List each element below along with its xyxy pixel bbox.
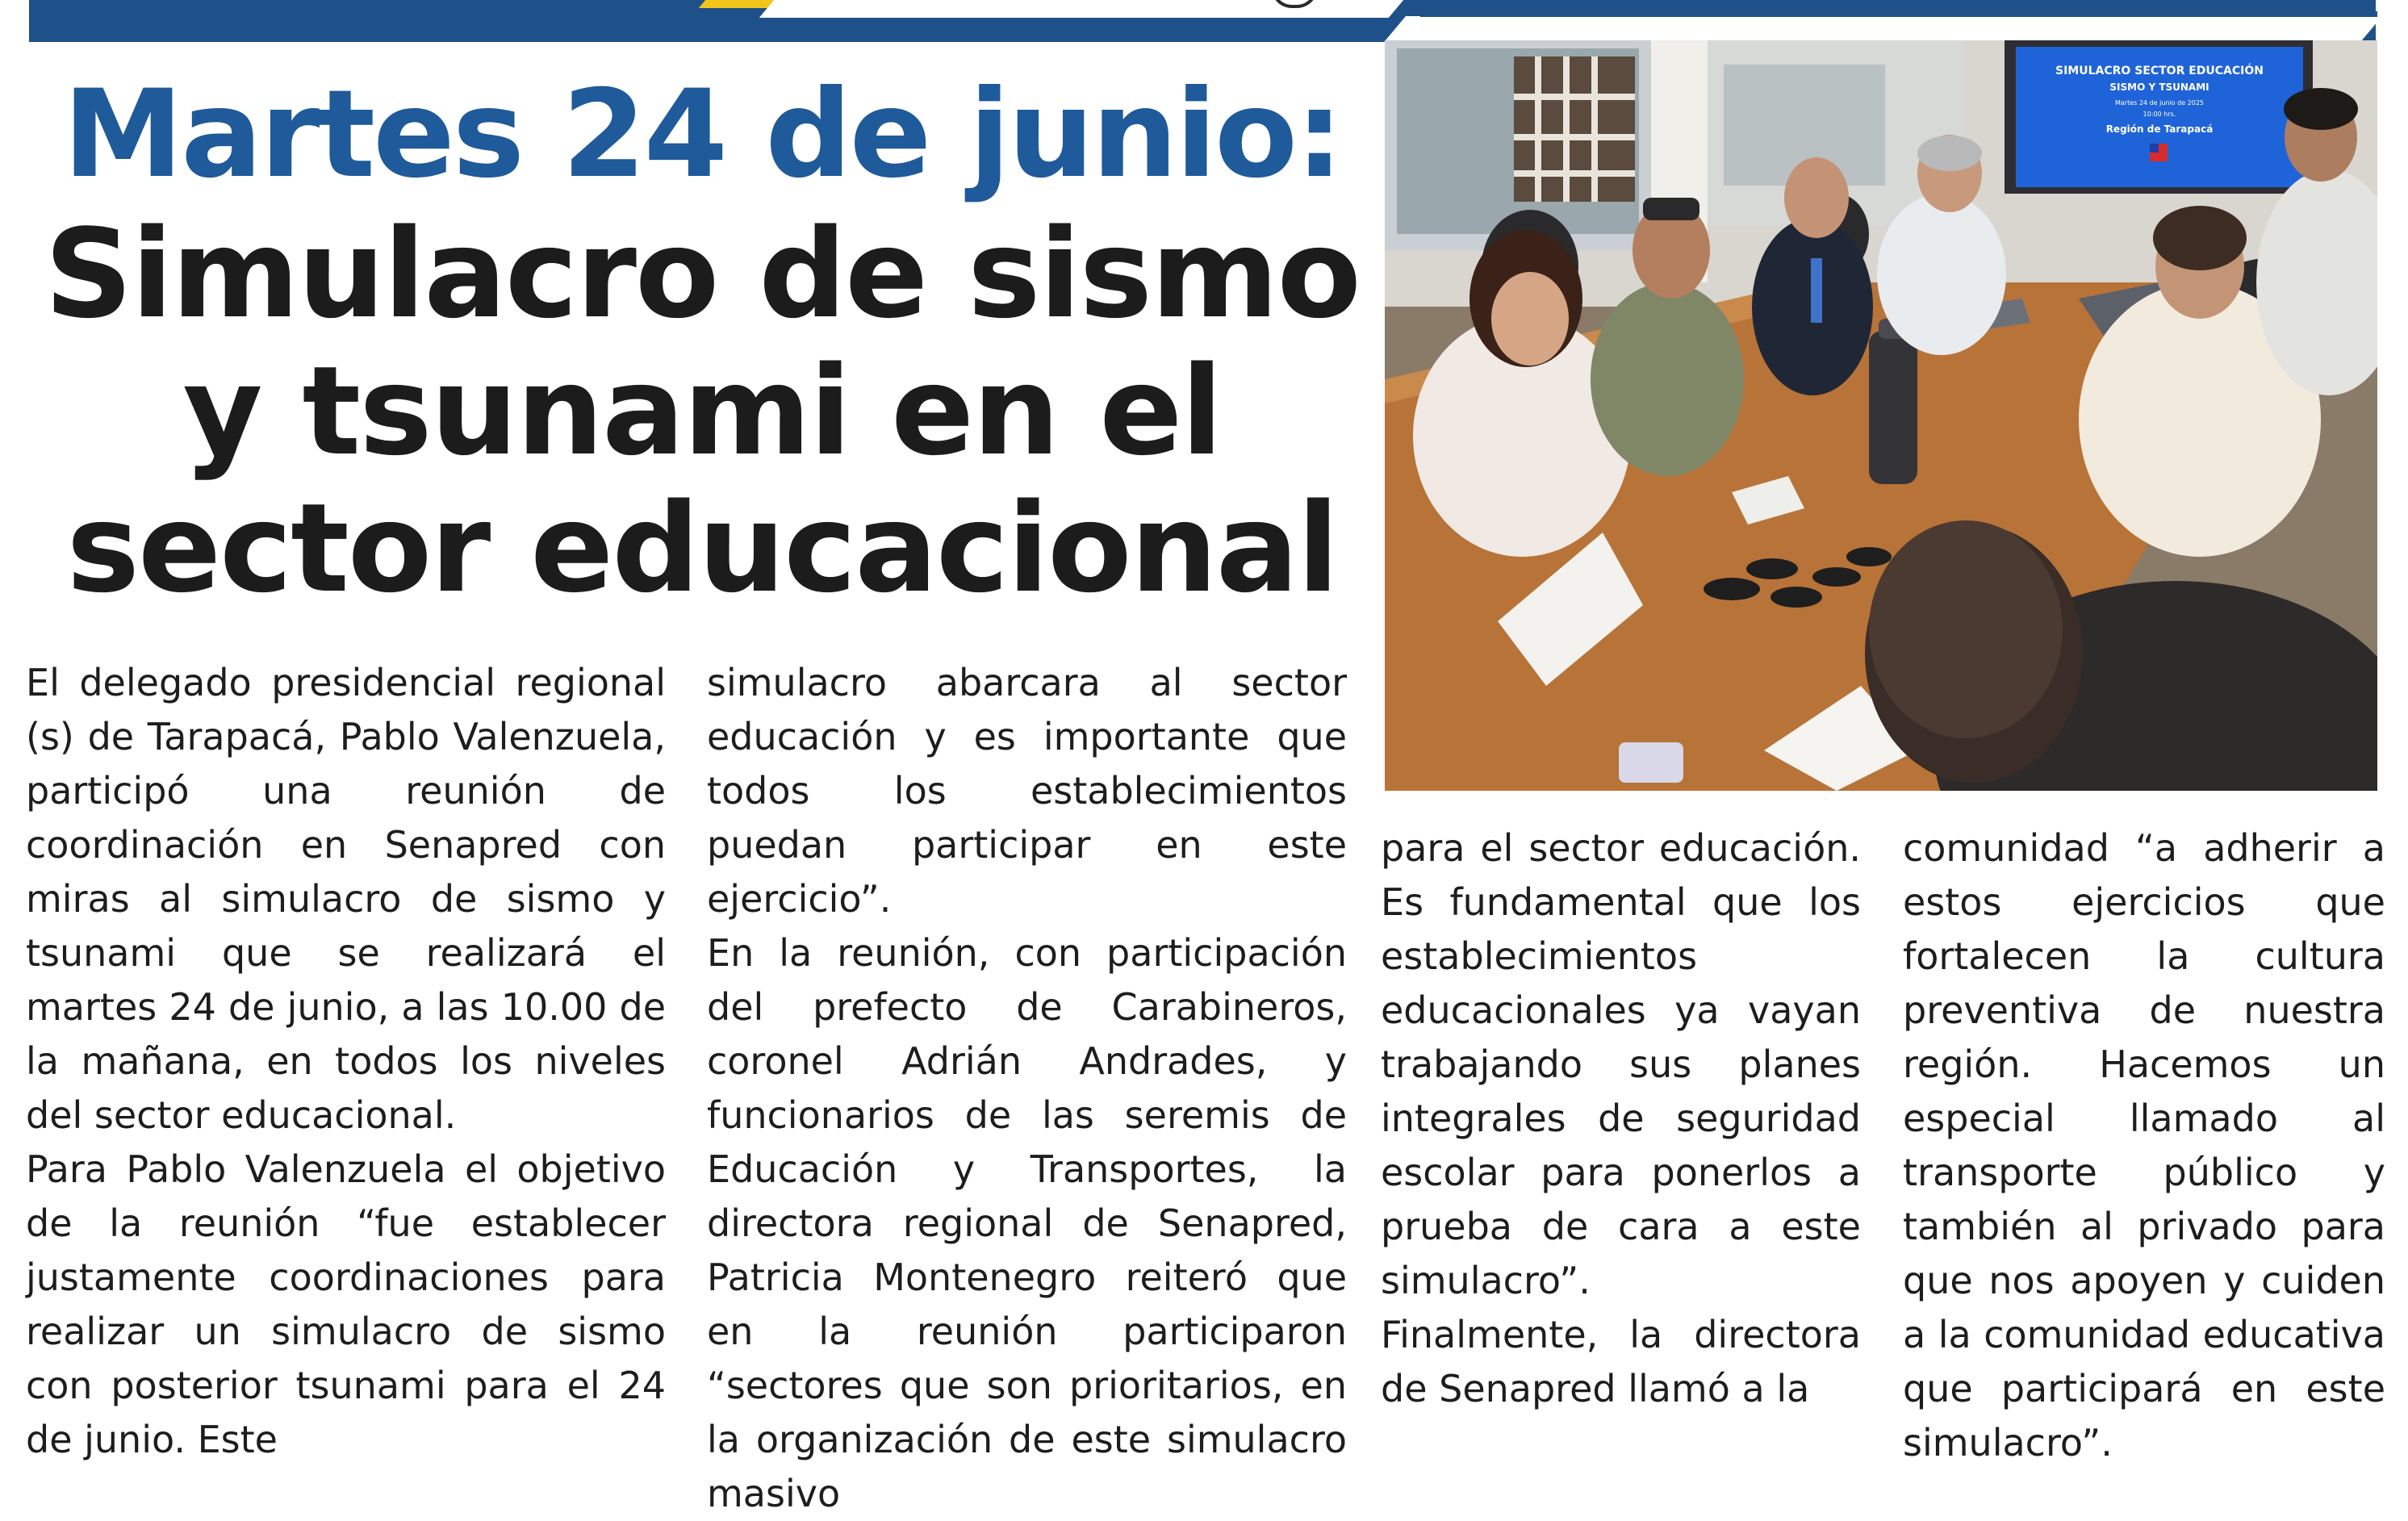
masthead-cutout — [1382, 16, 2382, 44]
article-paragraph: En la reunión, con participación del prefecto de Carabineros, coronel Adrián Andrades, y funcionarios de las seremis de Educación y Transportes, la directora regional de Senapred, Patricia Montenegro reiteró que en la reunión participaron “sectores que son prioritarios, en la organización de este simulacro masivo — [707, 931, 1347, 1515]
article-column-2 — [707, 656, 1347, 1521]
meeting-photo — [1385, 40, 2377, 791]
screen-text-4: 10:00 hrs. — [2143, 111, 2176, 118]
screen-text-2: SISMO Y TSUNAMI — [2109, 81, 2209, 93]
screen-text-5: Región de Tarapacá — [2105, 123, 2214, 135]
screen-text-1: SIMULACRO SECTOR EDUCACIÓN — [2055, 65, 2264, 77]
headline-date: Martes 24 de junio: — [62, 65, 1342, 205]
headline-line-3: y tsunami en el — [182, 340, 1222, 483]
article-paragraph: El delegado presidencial regional (s) de Tarapacá, Pablo Valenzuela, participó una reunión de coordinación en Senapred con miras al simulacro de sismo y tsunami que se realizará el martes 24 de junio, a las 10.00 de la mañana, en todos los niveles del sector educacional. — [26, 661, 666, 1137]
article-column-1 — [26, 656, 666, 1467]
screen-text-3: Martes 24 de junio de 2025 — [2114, 99, 2205, 107]
article-paragraph: comunidad “a adherir a estos ejercicios que fortalecen la cultura preventiva de nuestra región. Hacemos un especial llamado al transporte público y también al privado para que nos apoyen y cuiden a la comunidad educativa que participará en este simulacro”. — [1903, 826, 2385, 1465]
masthead-rule — [1420, 11, 2377, 17]
article-paragraph: simulacro abarcara al sector educación y es importante que todos los establecimientos puedan participar en este ejercicio”. — [707, 661, 1347, 921]
meeting-photo-illustration — [1385, 40, 2377, 791]
headline — [24, 65, 1380, 625]
article-paragraph: Finalmente, la directora de Senapred llamó a la — [1381, 1313, 1861, 1410]
article-paragraph: para el sector educación. Es fundamental que los establecimientos educacionales ya vayan trabajando sus planes integrales de seguridad escolar para ponerlos a prueba de cara a este simulacro”. — [1381, 826, 1861, 1302]
article-column-4 — [1903, 821, 2385, 1470]
headline-line-4: sector educacional — [66, 477, 1338, 620]
headline-line-2: Simulacro de sismo — [44, 203, 1360, 345]
article-paragraph: Para Pablo Valenzuela el objetivo de la reunión “fue establecer justamente coordinaciones para realizar un simulacro de sismo con posterior tsunami para el 24 de junio. Este — [26, 1147, 666, 1461]
article-column-3 — [1381, 821, 1861, 1416]
